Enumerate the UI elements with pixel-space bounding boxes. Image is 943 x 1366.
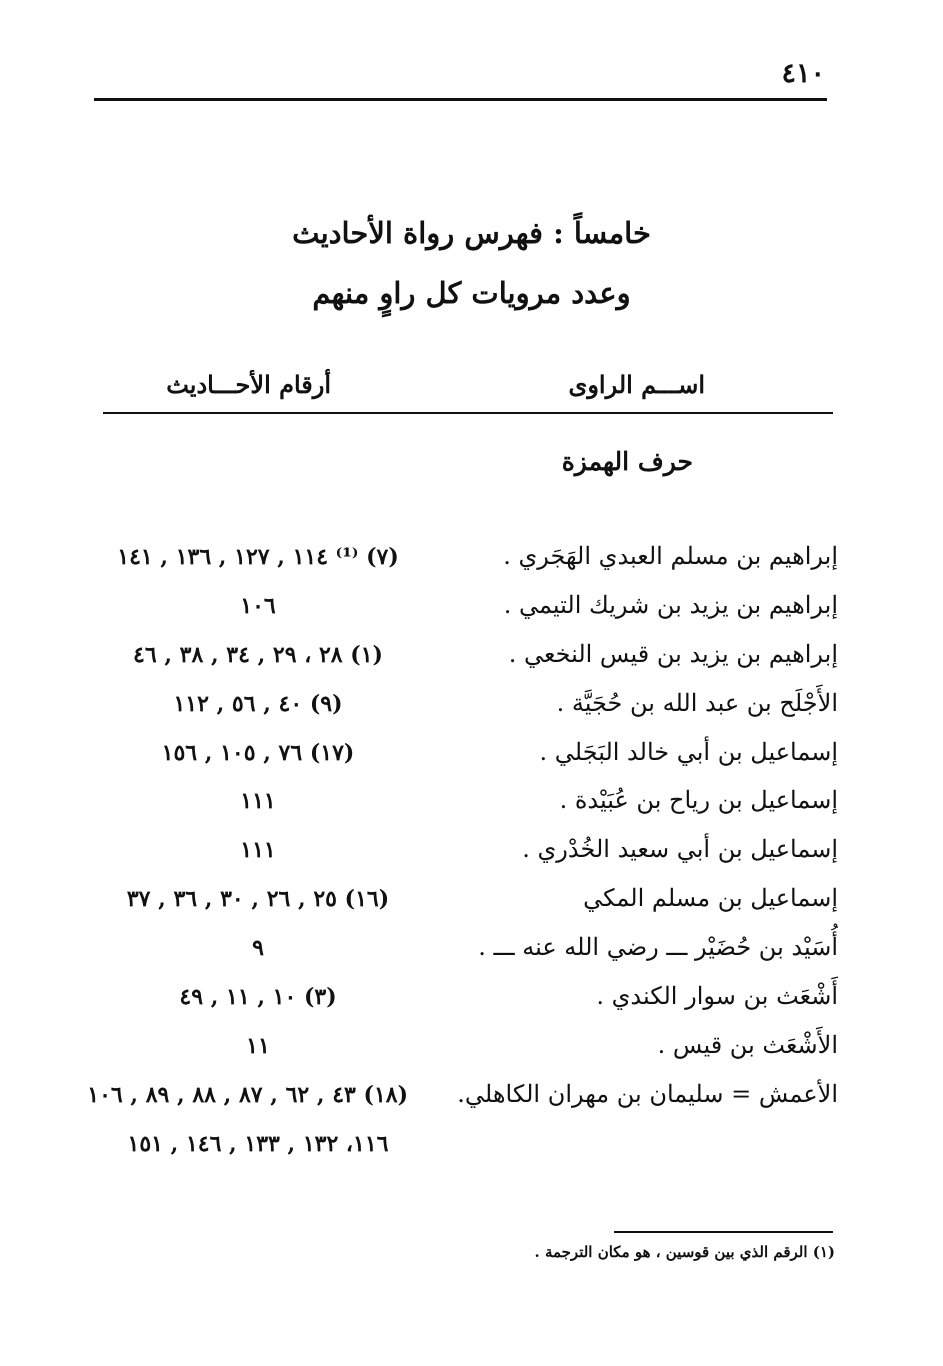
column-header-numbers: أرقام الأحـــاديث — [166, 370, 331, 399]
header-rule — [94, 98, 827, 101]
column-header-rule — [103, 412, 833, 414]
list-item — [100, 640, 838, 689]
narrator-index-list — [87, 542, 838, 1178]
hadith-numbers: (١٨) ٤٣ , ٦٢ , ٨٧ , ٨٨ , ٨٩ , ١٠٦ — [87, 1081, 408, 1108]
narrator-name: الأعمش = سليمان بن مهران الكاهلي. — [457, 1079, 838, 1108]
hadith-numbers: (١٧) ٧٦ , ١٠٥ , ١٥٦ — [161, 739, 355, 766]
narrator-name: إسماعيل بن مسلم المكي — [583, 884, 838, 913]
page-subtitle: وعدد مرويات كل راوٍ منهم — [312, 276, 631, 310]
narrator-name: إسماعيل بن رياح بن عُبَيْدة . — [559, 786, 838, 815]
hadith-numbers: ٩ — [252, 935, 264, 962]
list-item — [100, 591, 838, 640]
narrator-name: الأَجْلَح بن عبد الله بن حُجَيَّة . — [556, 688, 838, 717]
list-item — [100, 933, 838, 982]
page-title: خامساً : فهرس رواة الأحاديث — [292, 216, 651, 250]
page-number: ٤١٠ — [781, 58, 825, 89]
narrator-name: الأَشْعَث بن قيس . — [657, 1030, 838, 1059]
footnote: (١) الرقم الذي بين قوسين ، هو مكان الترجمة . — [534, 1243, 835, 1261]
hadith-numbers: ١١٦، ١٣٢ , ١٣٣ , ١٤٦ , ١٥١ — [127, 1130, 389, 1157]
hadith-numbers: (١) ٢٨ ، ٢٩ , ٣٤ , ٣٨ , ٤٦ — [133, 641, 383, 668]
hadith-numbers: (٩) ٤٠ , ٥٦ , ١١٢ — [173, 690, 343, 717]
narrator-name: إسماعيل بن أبي خالد البَجَلي . — [539, 737, 838, 766]
hadith-numbers: ١١ — [246, 1032, 270, 1059]
narrator-name: إبراهيم بن مسلم العبدي الهَجَري . — [503, 542, 838, 570]
list-item — [100, 786, 838, 835]
hadith-numbers: ١١١ — [240, 837, 276, 864]
narrator-name: إبراهيم بن يزيد بن شريك التيمي . — [503, 590, 838, 619]
list-item — [100, 835, 838, 884]
narrator-name: أُسَيْد بن حُضَيْر ـــ رضي الله عنه ـــ . — [478, 933, 838, 962]
hadith-numbers: ١١١ — [240, 788, 276, 815]
hadith-numbers: (١٦) ٢٥ , ٢٦ , ٣٠ , ٣٦ , ٣٧ — [126, 886, 390, 913]
list-item — [100, 884, 838, 933]
narrator-name: إسماعيل بن أبي سعيد الخُدْري . — [522, 835, 838, 864]
hadith-numbers: ١٠٦ — [240, 592, 276, 619]
footnote-rule — [614, 1231, 833, 1233]
section-title: حرف الهمزة — [561, 447, 693, 476]
hadith-numbers: (٧) ⁽¹⁾ ١١٤ , ١٢٧ , ١٣٦ , ١٤١ — [117, 544, 399, 570]
column-header-name: اســـم الراوى — [568, 370, 705, 399]
narrator-name: إبراهيم بن يزيد بن قيس النخعي . — [508, 639, 838, 668]
list-item-continuation — [100, 1129, 838, 1178]
list-item — [87, 1079, 838, 1129]
hadith-numbers: (٣) ١٠ , ١١ , ٤٩ — [179, 984, 337, 1011]
list-item — [100, 542, 838, 591]
list-item — [100, 689, 838, 738]
list-item — [100, 982, 838, 1031]
list-item — [100, 1031, 838, 1080]
list-item — [100, 738, 838, 787]
narrator-name: أَشْعَث بن سوار الكندي . — [596, 982, 838, 1011]
